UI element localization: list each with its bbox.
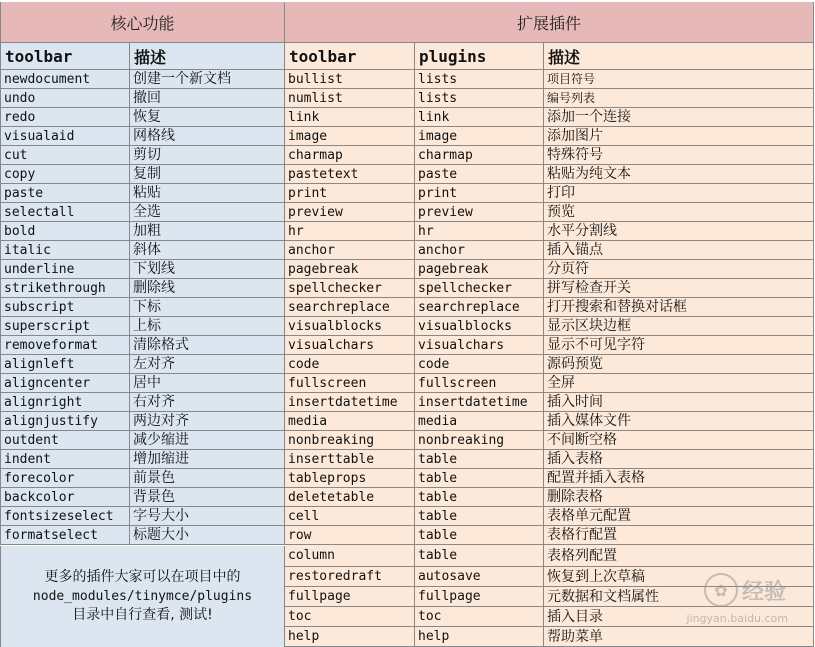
ext-plugin-cell: table (415, 507, 544, 526)
ext-plugin-cell: table (415, 526, 544, 545)
ext-plugin-cell: pagebreak (415, 260, 544, 279)
ext-plugin-cell: lists (415, 70, 544, 89)
ext-description-cell: 配置并插入表格 (544, 469, 814, 488)
extension-plugins-header: 扩展插件 (285, 2, 814, 43)
ext-description-cell: 插入目录 (544, 607, 814, 627)
ext-description-cell: 表格行配置 (544, 526, 814, 545)
core-toolbar-cell: forecolor (1, 469, 130, 488)
core-description-cell: 前景色 (130, 469, 285, 488)
ext-plugin-cell: toc (415, 607, 544, 627)
ext-plugin-cell: insertdatetime (415, 393, 544, 412)
core-description-cell: 删除线 (130, 279, 285, 298)
core-toolbar-cell: removeformat (1, 336, 130, 355)
core-description-cell: 加粗 (130, 222, 285, 241)
ext-description-cell: 粘贴为纯文本 (544, 165, 814, 184)
paw-icon: ✿ (704, 573, 738, 607)
ext-description-cell: 项目符号 (544, 70, 814, 89)
core-toolbar-cell: alignjustify (1, 412, 130, 431)
ext-plugin-cell: charmap (415, 146, 544, 165)
core-description-cell: 增加缩进 (130, 450, 285, 469)
ext-plugin-cell: hr (415, 222, 544, 241)
core-description-cell: 清除格式 (130, 336, 285, 355)
ext-description-cell: 水平分割线 (544, 222, 814, 241)
ext-toolbar-cell: bullist (285, 70, 415, 89)
core-toolbar-cell: underline (1, 260, 130, 279)
watermark-url: jingyan.baidu.com (686, 612, 788, 625)
ext-description-cell: 全屏 (544, 374, 814, 393)
core-toolbar-cell: subscript (1, 298, 130, 317)
core-toolbar-cell: selectall (1, 203, 130, 222)
ext-description-cell: 删除表格 (544, 488, 814, 507)
core-toolbar-cell: fontsizeselect (1, 507, 130, 526)
ext-toolbar-cell: charmap (285, 146, 415, 165)
ext-toolbar-cell: hr (285, 222, 415, 241)
ext-toolbar-cell: deletetable (285, 488, 415, 507)
ext-toolbar-column-header: toolbar (285, 43, 415, 70)
ext-toolbar-cell: visualblocks (285, 317, 415, 336)
ext-toolbar-cell: fullscreen (285, 374, 415, 393)
core-description-cell: 两边对齐 (130, 412, 285, 431)
ext-toolbar-cell: row (285, 526, 415, 545)
ext-toolbar-cell: column (285, 545, 415, 567)
ext-toolbar-cell: pastetext (285, 165, 415, 184)
ext-plugin-cell: fullpage (415, 587, 544, 607)
ext-toolbar-cell: fullpage (285, 587, 415, 607)
note-line-2: node_modules/tinymce/plugins (32, 589, 253, 604)
ext-toolbar-cell: anchor (285, 241, 415, 260)
ext-description-cell: 插入时间 (544, 393, 814, 412)
core-description-cell: 网格线 (130, 127, 285, 146)
ext-toolbar-cell: cell (285, 507, 415, 526)
ext-description-cell: 添加图片 (544, 127, 814, 146)
ext-toolbar-cell: searchreplace (285, 298, 415, 317)
ext-description-cell: 分页符 (544, 260, 814, 279)
ext-plugin-cell: help (415, 627, 544, 647)
core-description-cell: 字号大小 (130, 507, 285, 526)
core-description-cell: 居中 (130, 374, 285, 393)
core-toolbar-cell: copy (1, 165, 130, 184)
ext-toolbar-cell: spellchecker (285, 279, 415, 298)
ext-description-cell: 表格列配置 (544, 545, 814, 567)
ext-description-cell: 插入媒体文件 (544, 412, 814, 431)
core-toolbar-cell: bold (1, 222, 130, 241)
ext-toolbar-cell: visualchars (285, 336, 415, 355)
ext-toolbar-cell: media (285, 412, 415, 431)
core-description-cell: 下划线 (130, 260, 285, 279)
core-toolbar-cell: outdent (1, 431, 130, 450)
ext-description-cell: 插入表格 (544, 450, 814, 469)
ext-plugin-cell: table (415, 450, 544, 469)
core-functions-header: 核心功能 (0, 2, 285, 43)
ext-description-cell: 显示不可见字符 (544, 336, 814, 355)
core-toolbar-column (0, 70, 130, 545)
ext-plugin-cell: image (415, 127, 544, 146)
core-description-cell: 右对齐 (130, 393, 285, 412)
ext-description-cell: 打印 (544, 184, 814, 203)
core-toolbar-cell: paste (1, 184, 130, 203)
core-toolbar-cell: formatselect (1, 526, 130, 545)
ext-plugin-cell: table (415, 488, 544, 507)
core-toolbar-cell: visualaid (1, 127, 130, 146)
baidu-jingyan-watermark (704, 573, 786, 607)
core-description-cell: 粘贴 (130, 184, 285, 203)
ext-description-cell: 拼写检查开关 (544, 279, 814, 298)
ext-toolbar-cell: insertdatetime (285, 393, 415, 412)
core-description-cell: 剪切 (130, 146, 285, 165)
note-line-3: 目录中自行查看, 测试! (72, 607, 213, 623)
ext-plugin-cell: nonbreaking (415, 431, 544, 450)
core-toolbar-cell: backcolor (1, 488, 130, 507)
ext-plugin-cell: code (415, 355, 544, 374)
ext-toolbar-cell: pagebreak (285, 260, 415, 279)
core-toolbar-cell: alignleft (1, 355, 130, 374)
core-toolbar-cell: superscript (1, 317, 130, 336)
core-description-cell: 恢复 (130, 108, 285, 127)
ext-description-column (544, 70, 814, 647)
core-toolbar-cell: redo (1, 108, 130, 127)
core-description-cell: 全选 (130, 203, 285, 222)
core-description-cell: 减少缩进 (130, 431, 285, 450)
core-description-cell: 创建一个新文档 (130, 70, 285, 89)
ext-plugin-cell: lists (415, 89, 544, 108)
ext-toolbar-cell: inserttable (285, 450, 415, 469)
ext-plugin-cell: spellchecker (415, 279, 544, 298)
ext-description-cell: 源码预览 (544, 355, 814, 374)
ext-plugin-cell: fullscreen (415, 374, 544, 393)
ext-description-cell: 显示区块边框 (544, 317, 814, 336)
core-toolbar-cell: indent (1, 450, 130, 469)
ext-plugin-cell: media (415, 412, 544, 431)
ext-description-cell: 帮助菜单 (544, 627, 814, 647)
core-toolbar-cell: alignright (1, 393, 130, 412)
core-description-cell: 上标 (130, 317, 285, 336)
ext-description-cell: 表格单元配置 (544, 507, 814, 526)
note-line-1: 更多的插件大家可以在项目中的 (44, 569, 241, 585)
ext-plugin-cell: print (415, 184, 544, 203)
ext-plugin-cell: visualblocks (415, 317, 544, 336)
ext-description-cell: 恢复到上次草稿 (544, 567, 814, 587)
ext-toolbar-cell: help (285, 627, 415, 647)
ext-plugins-column-header: plugins (415, 43, 544, 70)
core-description-cell: 斜体 (130, 241, 285, 260)
ext-description-cell: 不间断空格 (544, 431, 814, 450)
ext-toolbar-cell: restoredraft (285, 567, 415, 587)
ext-description-cell: 编号列表 (544, 89, 814, 108)
ext-plugin-cell: table (415, 545, 544, 567)
ext-plugin-cell: paste (415, 165, 544, 184)
ext-plugin-cell: anchor (415, 241, 544, 260)
core-toolbar-cell: newdocument (1, 70, 130, 89)
ext-plugin-cell: visualchars (415, 336, 544, 355)
core-toolbar-cell: italic (1, 241, 130, 260)
core-toolbar-cell: aligncenter (1, 374, 130, 393)
ext-toolbar-cell: code (285, 355, 415, 374)
ext-description-cell: 特殊符号 (544, 146, 814, 165)
ext-toolbar-cell: preview (285, 203, 415, 222)
ext-toolbar-cell: tableprops (285, 469, 415, 488)
ext-toolbar-cell: image (285, 127, 415, 146)
ext-plugin-cell: autosave (415, 567, 544, 587)
ext-toolbar-cell: print (285, 184, 415, 203)
watermark-text: 经验 (741, 579, 786, 605)
core-description-cell: 左对齐 (130, 355, 285, 374)
ext-description-cell: 添加一个连接 (544, 108, 814, 127)
core-description-cell: 标题大小 (130, 526, 285, 545)
core-toolbar-cell: cut (1, 146, 130, 165)
core-description-cell: 背景色 (130, 488, 285, 507)
ext-toolbar-column (285, 70, 415, 647)
core-toolbar-cell: strikethrough (1, 279, 130, 298)
core-description-cell: 复制 (130, 165, 285, 184)
ext-plugin-cell: preview (415, 203, 544, 222)
core-toolbar-cell: undo (1, 89, 130, 108)
ext-description-cell: 预览 (544, 203, 814, 222)
core-toolbar-column-header: toolbar (0, 43, 130, 70)
ext-description-cell: 插入锚点 (544, 241, 814, 260)
ext-toolbar-cell: toc (285, 607, 415, 627)
ext-description-cell: 打开搜索和替换对话框 (544, 298, 814, 317)
more-plugins-note (0, 546, 285, 647)
ext-toolbar-cell: nonbreaking (285, 431, 415, 450)
core-description-cell: 撤回 (130, 89, 285, 108)
core-description-cell: 下标 (130, 298, 285, 317)
ext-plugin-cell: table (415, 469, 544, 488)
ext-plugins-column (415, 70, 544, 647)
ext-plugin-cell: searchreplace (415, 298, 544, 317)
ext-toolbar-cell: link (285, 108, 415, 127)
ext-plugin-cell: link (415, 108, 544, 127)
core-description-column (130, 70, 285, 545)
ext-toolbar-cell: numlist (285, 89, 415, 108)
ext-description-column-header: 描述 (544, 43, 814, 70)
ext-description-cell: 元数据和文档属性 (544, 587, 814, 607)
core-description-column-header: 描述 (130, 43, 285, 70)
